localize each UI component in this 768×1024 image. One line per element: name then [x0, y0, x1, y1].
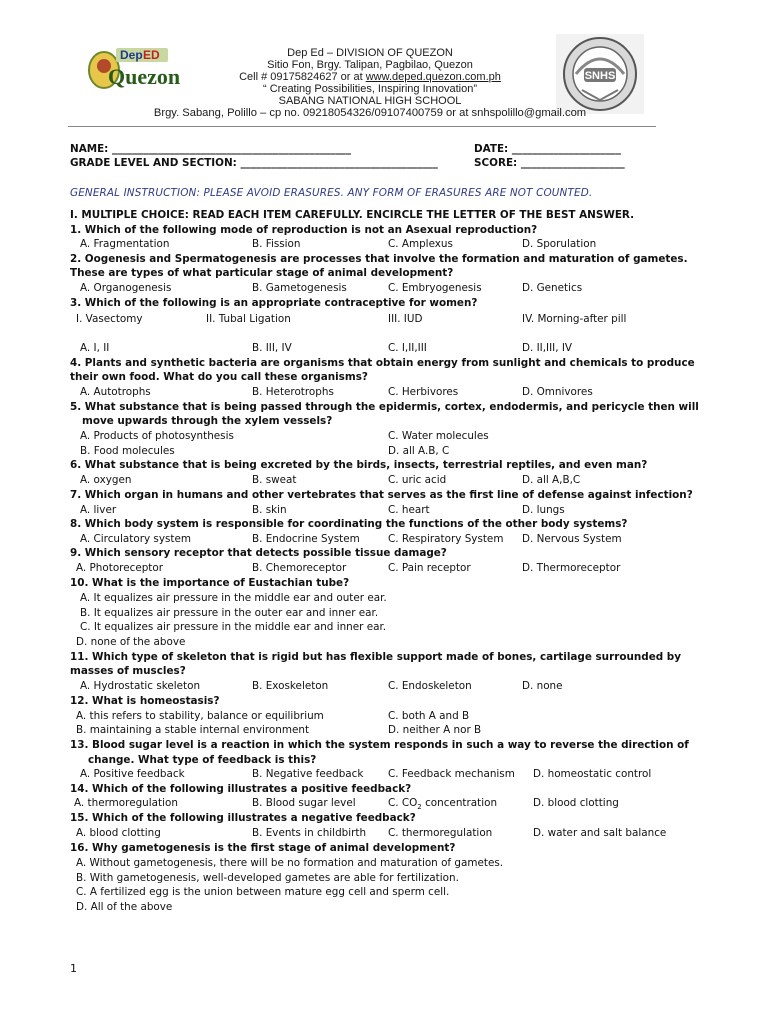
- question-5: 5. What substance that is being passed through the epidermis, cortex, endodermis, and pericycle then will: [70, 401, 699, 413]
- header-divider: [68, 126, 656, 127]
- question-7: 7. Which organ in humans and other vertebrates that serves as the first line of defense against infection?: [70, 489, 693, 501]
- header-division: Dep Ed – DIVISION OF QUEZON: [287, 47, 453, 59]
- choice-1d[interactable]: D. Sporulation: [522, 238, 597, 250]
- choice-16b[interactable]: B. With gametogenesis, well-developed gametes are able for fertilization.: [76, 872, 459, 884]
- choice-12c[interactable]: C. both A and B: [388, 710, 470, 722]
- question-12: 12. What is homeostasis?: [70, 695, 220, 707]
- name-field[interactable]: NAME: ______________________________________________: [70, 143, 351, 155]
- question-16: 16. Why gametogenesis is the first stage of animal development?: [70, 842, 456, 854]
- header-contact: Cell # 09175824627 or at www.deped.quezon.com.ph: [239, 71, 501, 83]
- section-title: I. MULTIPLE CHOICE: READ EACH ITEM CAREFULLY. ENCIRCLE THE LETTER OF THE BEST ANSWER.: [70, 209, 635, 221]
- item-3-iv: IV. Morning-after pill: [522, 313, 627, 325]
- choice-7d[interactable]: D. lungs: [522, 504, 565, 516]
- question-11-cont: masses of muscles?: [70, 665, 186, 677]
- choice-16d[interactable]: D. All of the above: [76, 901, 173, 913]
- question-8: 8. Which body system is responsible for coordinating the functions of the other body systems?: [70, 518, 628, 530]
- choice-3a[interactable]: A. I, II: [80, 342, 110, 354]
- choice-7b[interactable]: B. skin: [252, 504, 287, 516]
- choice-3b[interactable]: B. III, IV: [252, 342, 292, 354]
- choice-1a[interactable]: A. Fragmentation: [80, 238, 170, 250]
- choice-2b[interactable]: B. Gametogenesis: [252, 282, 347, 294]
- choice-1b[interactable]: B. Fission: [252, 238, 301, 250]
- choice-13c[interactable]: C. Feedback mechanism: [388, 768, 515, 780]
- choice-5d[interactable]: D. all A.B, C: [388, 445, 450, 457]
- svg-text:Quezon: Quezon: [108, 64, 181, 89]
- choice-7a[interactable]: A. liver: [80, 504, 117, 516]
- choice-15d[interactable]: D. water and salt balance: [533, 827, 667, 839]
- question-11: 11. Which type of skeleton that is rigid but has flexible support made of bones, cartilage surrounded by: [70, 651, 682, 663]
- question-15: 15. Which of the following illustrates a negative feedback?: [70, 812, 416, 824]
- question-9: 9. Which sensory receptor that detects possible tissue damage?: [70, 547, 447, 559]
- choice-5b[interactable]: B. Food molecules: [80, 445, 175, 457]
- choice-10c[interactable]: C. It equalizes air pressure in the middle ear and inner ear.: [80, 621, 387, 633]
- choice-6b[interactable]: B. sweat: [252, 474, 297, 486]
- choice-5c[interactable]: C. Water molecules: [388, 430, 489, 442]
- choice-13b[interactable]: B. Negative feedback: [252, 768, 364, 780]
- choice-15a[interactable]: A. blood clotting: [76, 827, 161, 839]
- header-address: Sitio Fon, Brgy. Talipan, Pagbilao, Quezon: [267, 59, 473, 71]
- choice-11c[interactable]: C. Endoskeleton: [388, 680, 472, 692]
- choice-11a[interactable]: A. Hydrostatic skeleton: [80, 680, 201, 692]
- question-5-cont: move upwards through the xylem vessels?: [82, 415, 333, 427]
- choice-7c[interactable]: C. heart: [388, 504, 430, 516]
- choice-9c[interactable]: C. Pain receptor: [388, 562, 471, 574]
- question-6: 6. What substance that is being excreted by the birds, insects, terrestrial reptiles, and even man?: [70, 459, 648, 471]
- choice-4b[interactable]: B. Heterotrophs: [252, 386, 334, 398]
- choice-2a[interactable]: A. Organogenesis: [80, 282, 172, 294]
- choice-14d[interactable]: D. blood clotting: [533, 797, 619, 809]
- choice-4d[interactable]: D. Omnivores: [522, 386, 593, 398]
- choice-3d[interactable]: D. II,III, IV: [522, 342, 573, 354]
- question-2-cont: These are types of what particular stage of animal development?: [70, 267, 454, 279]
- choice-14b[interactable]: B. Blood sugar level: [252, 797, 356, 809]
- choice-11d[interactable]: D. none: [522, 680, 563, 692]
- choice-2c[interactable]: C. Embryogenesis: [388, 282, 482, 294]
- choice-8c[interactable]: C. Respiratory System: [388, 533, 504, 545]
- choice-8a[interactable]: A. Circulatory system: [80, 533, 191, 545]
- choice-14c[interactable]: C. $CO_2$ concentration: [388, 797, 498, 812]
- question-1: 1. Which of the following mode of reproduction is not an Asexual reproduction?: [70, 224, 538, 236]
- date-field[interactable]: DATE: _____________________: [474, 143, 621, 155]
- choice-6d[interactable]: D. all A,B,C: [522, 474, 581, 486]
- item-3-iii: III. IUD: [388, 313, 423, 325]
- choice-16c[interactable]: C. A fertilized egg is the union between mature egg cell and sperm cell.: [76, 886, 450, 898]
- choice-3c[interactable]: C. I,II,III: [388, 342, 427, 354]
- choice-8d[interactable]: D. Nervous System: [522, 533, 622, 545]
- choice-15b[interactable]: B. Events in childbirth: [252, 827, 367, 839]
- choice-15c[interactable]: C. thermoregulation: [388, 827, 493, 839]
- question-4-cont: their own food. What do you call these organisms?: [70, 371, 368, 383]
- question-13-cont: change. What type of feedback is this?: [88, 754, 317, 766]
- score-field[interactable]: SCORE: ____________________: [474, 157, 625, 169]
- svg-text:ED: ED: [143, 48, 160, 62]
- header-school-address: Brgy. Sabang, Polillo – cp no. 09218054326/09107400759 or at snhspolillo@gmail.com: [153, 107, 587, 119]
- choice-10a[interactable]: A. It equalizes air pressure in the middle ear and outer ear.: [80, 592, 387, 604]
- choice-10b[interactable]: B. It equalizes air pressure in the outer ear and inner ear.: [80, 607, 379, 619]
- question-13: 13. Blood sugar level is a reaction in which the system responds in such a way to reverse the direction of: [70, 739, 689, 751]
- choice-11b[interactable]: B. Exoskeleton: [252, 680, 329, 692]
- choice-12d[interactable]: D. neither A nor B: [388, 724, 482, 736]
- question-2: 2. Oogenesis and Spermatogenesis are processes that involve the formation and maturation of gametes.: [70, 253, 688, 265]
- choice-9b[interactable]: B. Chemoreceptor: [252, 562, 347, 574]
- choice-5a[interactable]: A. Products of photosynthesis: [80, 430, 234, 442]
- question-10: 10. What is the importance of Eustachian tube?: [70, 577, 350, 589]
- question-4: 4. Plants and synthetic bacteria are organisms that obtain energy from sunlight and chemicals to produce: [70, 357, 695, 369]
- general-instruction: GENERAL INSTRUCTION: PLEASE AVOID ERASURES. ANY FORM OF ERASURES ARE NOT COUNTED.: [70, 187, 593, 199]
- header-website-link[interactable]: www.deped.quezon.com.ph: [365, 71, 501, 83]
- svg-text:Dep: Dep: [120, 48, 143, 62]
- choice-6a[interactable]: A. oxygen: [80, 474, 132, 486]
- choice-12b[interactable]: B. maintaining a stable internal environment: [76, 724, 310, 736]
- choice-9d[interactable]: D. Thermoreceptor: [522, 562, 621, 574]
- choice-10d[interactable]: D. none of the above: [76, 636, 186, 648]
- choice-13a[interactable]: A. Positive feedback: [80, 768, 185, 780]
- choice-14a[interactable]: A. thermoregulation: [74, 797, 178, 809]
- grade-section-field[interactable]: GRADE LEVEL AND SECTION: ______________________________________: [70, 157, 438, 169]
- page-number: 1: [70, 962, 77, 975]
- choice-12a[interactable]: A. this refers to stability, balance or equilibrium: [76, 710, 324, 722]
- choice-2d[interactable]: D. Genetics: [522, 282, 583, 294]
- question-14: 14. Which of the following illustrates a positive feedback?: [70, 783, 412, 795]
- choice-1c[interactable]: C. Amplexus: [388, 238, 453, 250]
- choice-6c[interactable]: C. uric acid: [388, 474, 447, 486]
- item-3-i: I. Vasectomy: [76, 313, 143, 325]
- svg-text:SNHS: SNHS: [584, 70, 616, 82]
- question-3: 3. Which of the following is an appropriate contraceptive for women?: [70, 297, 478, 309]
- header-school-name: SABANG NATIONAL HIGH SCHOOL: [278, 95, 462, 107]
- choice-4c[interactable]: C. Herbivores: [388, 386, 459, 398]
- item-3-ii: II. Tubal Ligation: [206, 313, 291, 325]
- choice-8b[interactable]: B. Endocrine System: [252, 533, 360, 545]
- header-motto: “ Creating Possibilities, Inspiring Innovation”: [263, 83, 477, 95]
- choice-16a[interactable]: A. Without gametogenesis, there will be no formation and maturation of gametes.: [76, 857, 504, 869]
- choice-13d[interactable]: D. homeostatic control: [533, 768, 652, 780]
- choice-4a[interactable]: A. Autotrophs: [80, 386, 151, 398]
- choice-9a[interactable]: A. Photoreceptor: [76, 562, 164, 574]
